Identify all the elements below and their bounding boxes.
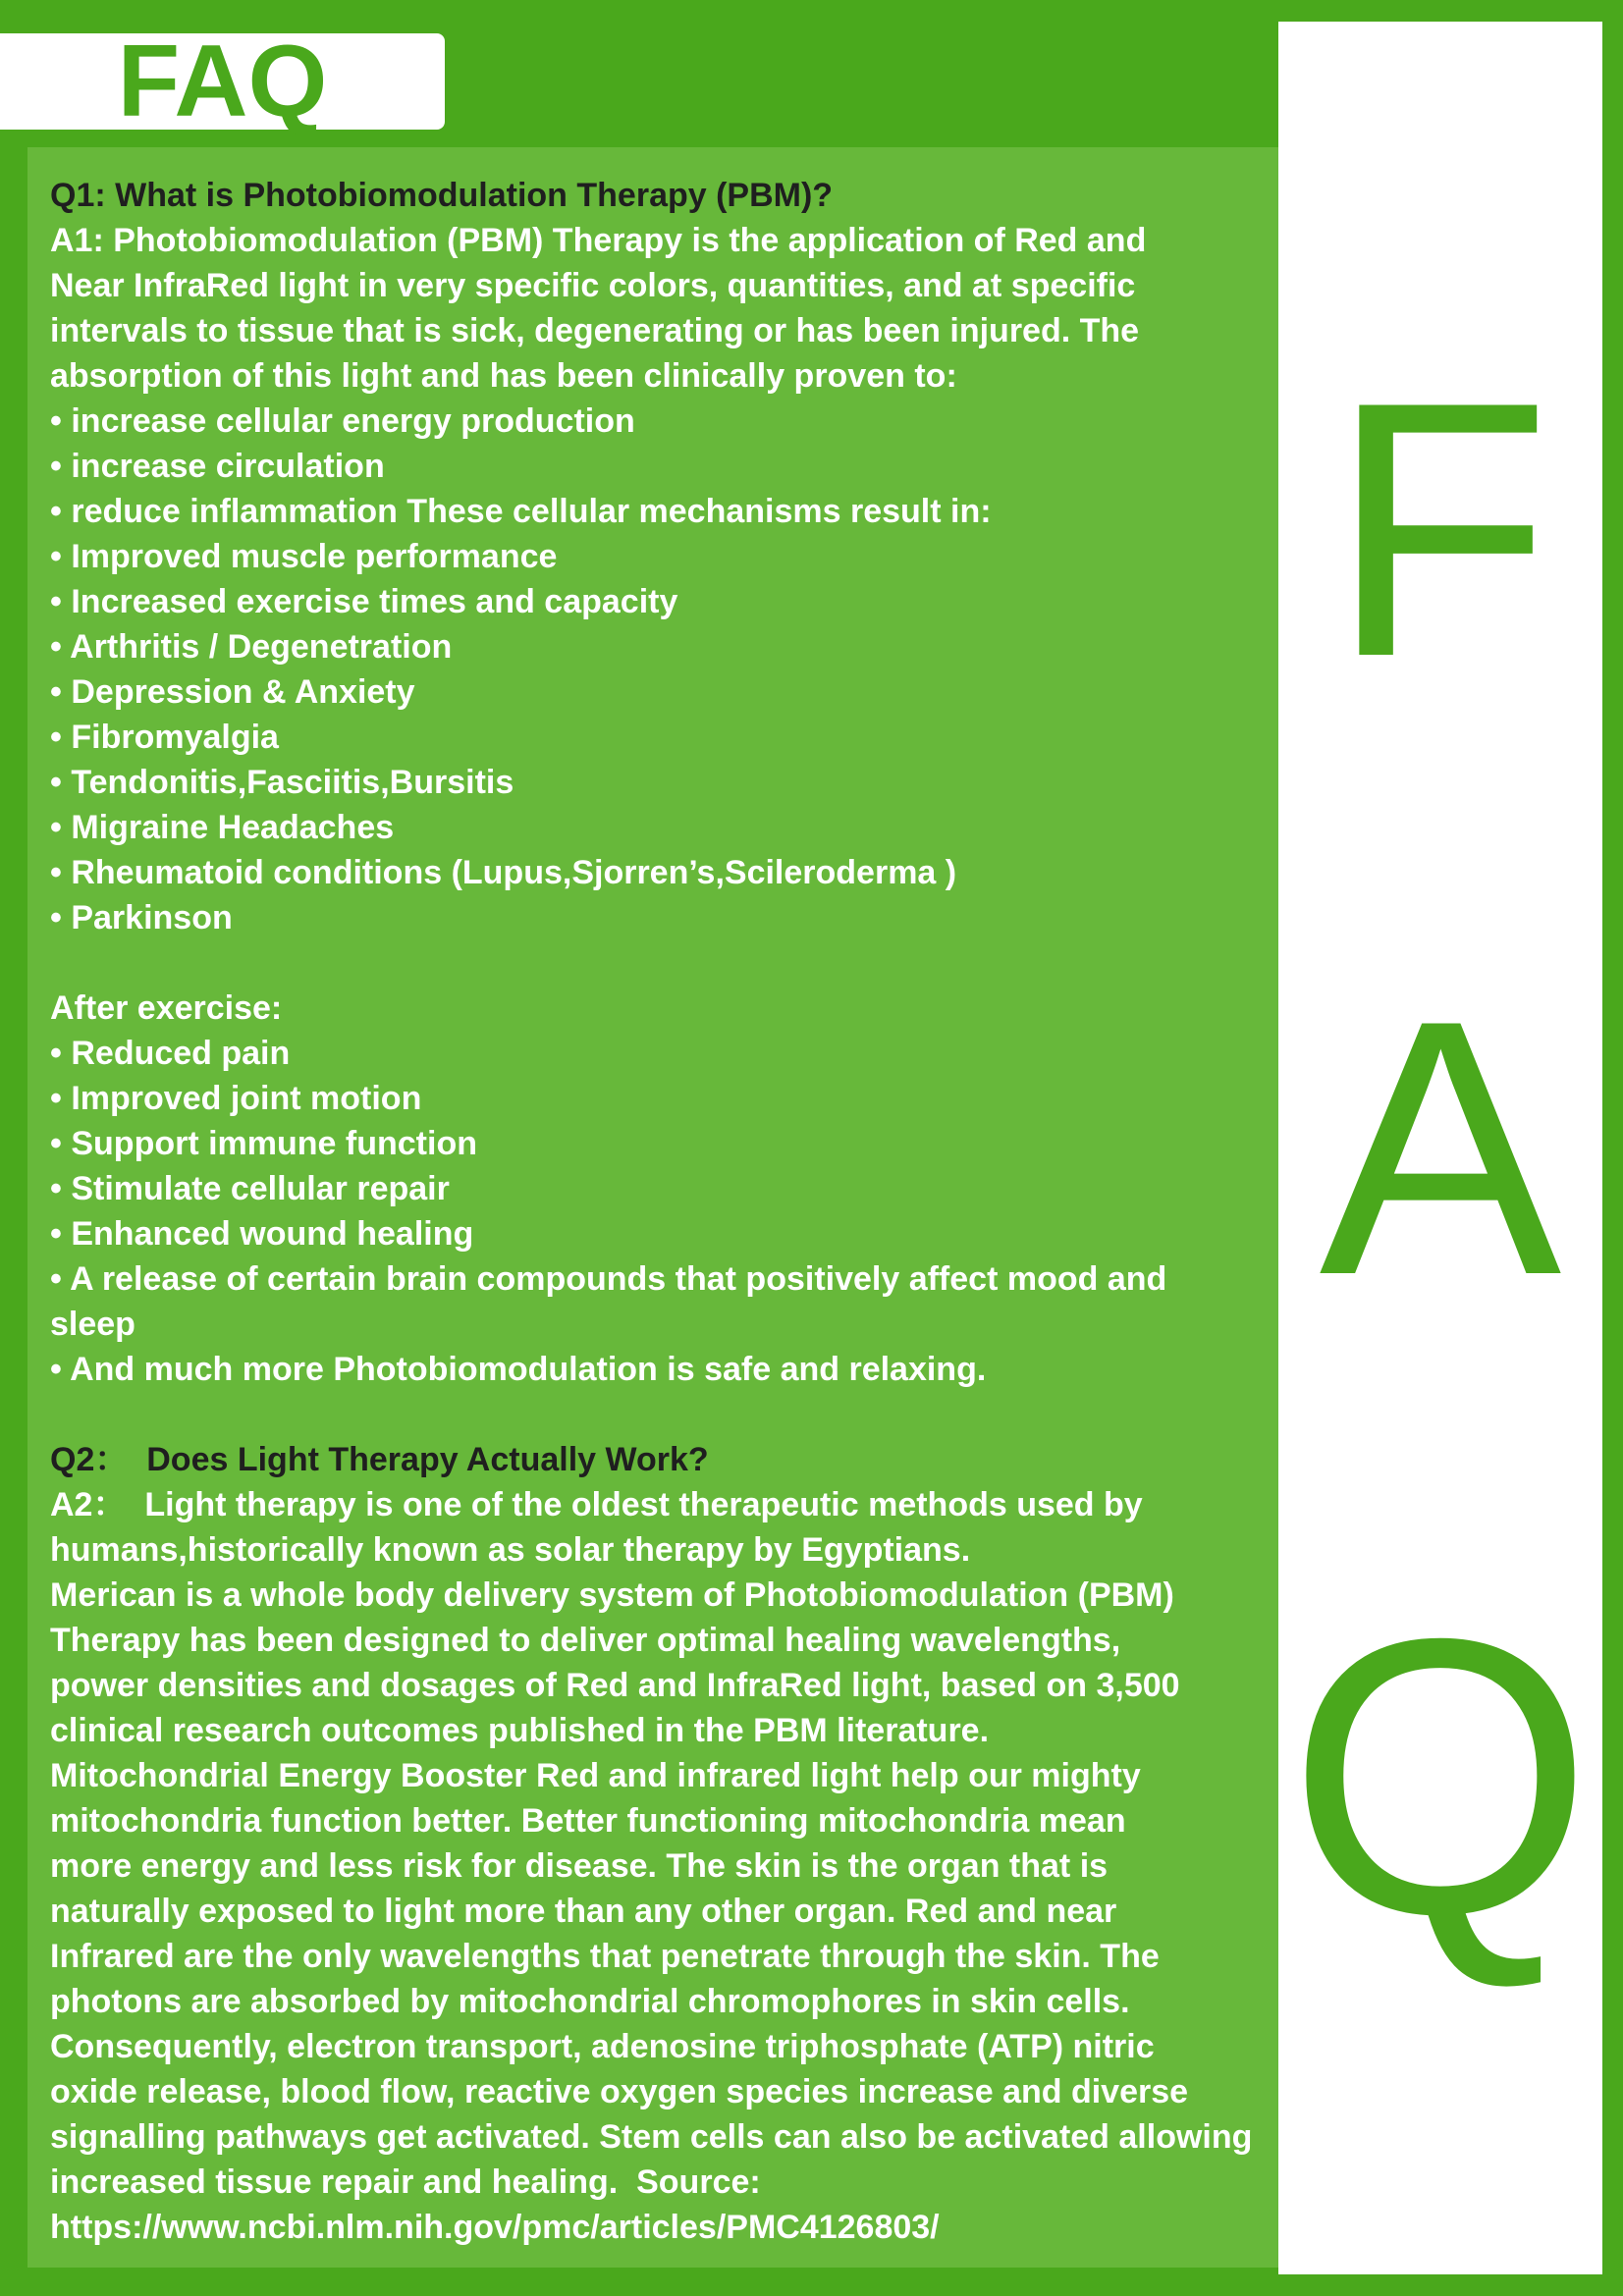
spacer [50,1392,1346,1437]
text-line: oxide release, blood flow, reactive oxygen species increase and diverse [50,2073,1189,2110]
side-letter-f: F [1328,327,1551,732]
text-line: Merican is a whole body delivery system of Photobiomodulation (PBM) [50,1576,1174,1614]
text-line: • Tendonitis,Fasciitis,Bursitis [50,764,514,801]
text-line: power densities and dosages of Red and InfraRed light, based on 3,500 [50,1667,1180,1704]
text-line: • reduce inflammation These cellular mechanisms result in: [50,493,992,530]
text-line: • increase circulation [50,448,385,485]
text-line: intervals to tissue that is sick, degenerating or has been injured. The [50,312,1140,349]
text-line: • Increased exercise times and capacity [50,583,678,620]
text-line: Mitochondrial Energy Booster Red and infrared light help our mighty [50,1757,1141,1794]
text-line: • Stimulate cellular repair [50,1170,450,1207]
faq-content [50,173,1346,2250]
text-line: A1: Photobiomodulation (PBM) Therapy is the application of Red and [50,222,1147,259]
text-line: • Parkinson [50,899,233,936]
text-line: • Migraine Headaches [50,809,395,846]
text-line: • Improved muscle performance [50,538,558,575]
text-line: Consequently, electron transport, adenosine triphosphate (ATP) nitric [50,2028,1155,2065]
text-line: Near InfraRed light in very specific colors, quantities, and at specific [50,267,1136,304]
text-line: • A release of certain brain compounds that positively affect mood and [50,1260,1167,1298]
side-letter-a: A [1319,945,1562,1351]
text-line: • Rheumatoid conditions (Lupus,Sjorren’s,Scileroderma ) [50,854,957,891]
text-line: sleep [50,1306,135,1343]
text-line: • Depression & Anxiety [50,673,415,711]
text-line: • And much more Photobiomodulation is safe and relaxing. [50,1351,987,1388]
text-line: Infrared are the only wavelengths that penetrate through the skin. The [50,1938,1160,1975]
text-line: photons are absorbed by mitochondrial chromophores in skin cells. [50,1983,1130,2020]
text-line: • Arthritis / Degenetration [50,628,453,666]
text-line: A2： Light therapy is one of the oldest therapeutic methods used by [50,1486,1143,1523]
side-letter-q: Q [1287,1557,1594,1996]
text-line: • Support immune function [50,1125,477,1162]
answer-1 [50,218,1346,940]
text-line: mitochondria function better. Better functioning mitochondria mean [50,1802,1126,1840]
text-line: • increase cellular energy production [50,402,635,440]
answer-2 [50,1482,1346,2250]
text-line: clinical research outcomes published in the PBM literature. [50,1712,990,1749]
question-1: Q1: What is Photobiomodulation Therapy (PBM)? [50,177,834,214]
text-line: • Fibromyalgia [50,719,279,756]
text-line: • Reduced pain [50,1035,291,1072]
text-line: humans,historically known as solar therapy by Egyptians. [50,1531,971,1569]
text-line: naturally exposed to light more than any other organ. Red and near [50,1893,1117,1930]
text-line: signalling pathways get activated. Stem cells can also be activated allowing [50,2118,1253,2156]
text-line: Therapy has been designed to deliver optimal healing wavelengths, [50,1622,1121,1659]
page-title: FAQ [117,25,328,138]
text-line: absorption of this light and has been clinically proven to: [50,357,957,395]
text-line: • Enhanced wound healing [50,1215,474,1253]
text-line: • Improved joint motion [50,1080,422,1117]
text-line: increased tissue repair and healing. Source: [50,2163,761,2201]
after-exercise-list [50,986,1346,1392]
spacer [50,940,1346,986]
text-line: more energy and less risk for disease. The skin is the organ that is [50,1847,1109,1885]
text-line: https://www.ncbi.nlm.nih.gov/pmc/articles/PMC4126803/ [50,2209,940,2246]
text-line: After exercise: [50,989,283,1027]
question-2: Q2： Does Light Therapy Actually Work? [50,1441,709,1478]
